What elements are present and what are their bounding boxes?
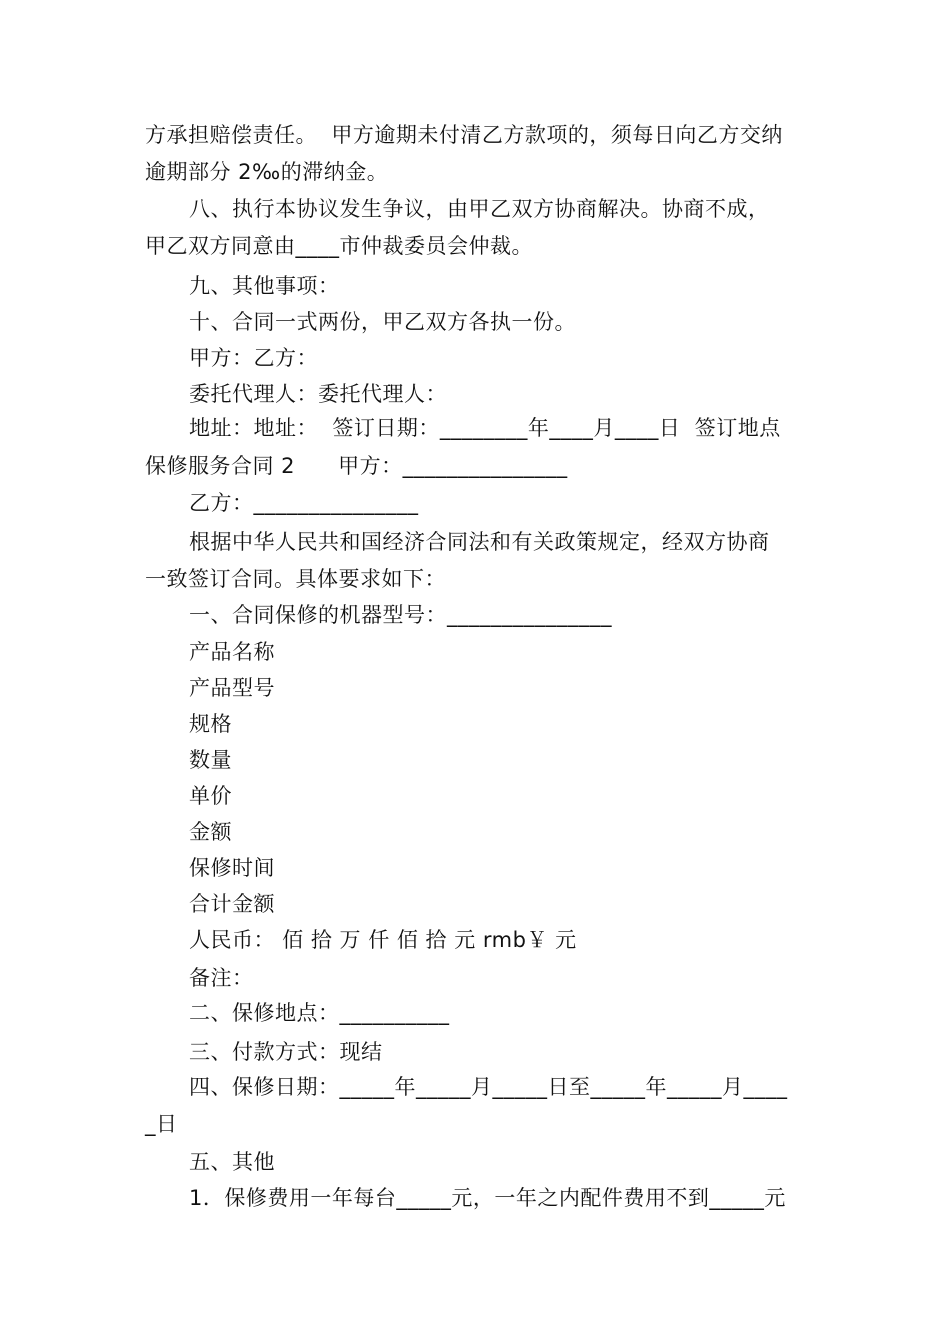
text-line: 产品型号 <box>189 676 275 700</box>
text-line: _日 <box>145 1112 178 1136</box>
text-line: 备注： <box>189 966 254 990</box>
text-line: 规格 <box>189 712 232 736</box>
text-line: 合计金额 <box>189 892 275 916</box>
text-line: 乙方：_______________ <box>189 491 419 515</box>
text-line: 方承担赔偿责任。 甲方逾期未付清乙方款项的，须每日向乙方交纳 <box>145 123 783 147</box>
text-line: 五、其他 <box>189 1150 275 1174</box>
text-line: 三、付款方式：现结 <box>189 1040 383 1064</box>
text-line: 保修服务合同 2 甲方：_______________ <box>145 454 568 478</box>
text-line: 甲乙双方同意由____市仲裁委员会仲裁。 <box>145 234 533 258</box>
text-line: 十、合同一式两份，甲乙双方各执一份。 <box>189 310 576 334</box>
text-line: 逾期部分 2‰的滞纳金。 <box>145 160 389 184</box>
text-line: 金额 <box>189 820 232 844</box>
text-line: 一致签订合同。具体要求如下： <box>145 567 446 591</box>
text-line: 九、其他事项： <box>189 274 340 298</box>
text-line: 一、合同保修的机器型号：_______________ <box>189 603 612 627</box>
text-line: 数量 <box>189 748 232 772</box>
text-line: 单价 <box>189 784 232 808</box>
text-line: 四、保修日期：_____年_____月_____日至_____年_____月____ <box>189 1075 788 1099</box>
text-line: 根据中华人民共和国经济合同法和有关政策规定，经双方协商 <box>189 530 770 554</box>
text-line: 八、执行本协议发生争议，由甲乙双方协商解决。协商不成， <box>189 197 770 221</box>
text-line: 产品名称 <box>189 640 275 664</box>
text-line: 地址：地址： 签订日期：________年____月____日 签订地点 <box>189 416 781 440</box>
text-line: 二、保修地点：__________ <box>189 1001 450 1025</box>
text-line: 保修时间 <box>189 856 275 880</box>
text-line: 1．保修费用一年每台_____元，一年之内配件费用不到_____元 <box>189 1186 786 1210</box>
text-line: 甲方：乙方： <box>189 346 318 370</box>
text-line: 人民币： 佰 拾 万 仟 佰 拾 元 rmb￥ 元 <box>189 928 577 952</box>
text-line: 委托代理人：委托代理人： <box>189 382 447 406</box>
